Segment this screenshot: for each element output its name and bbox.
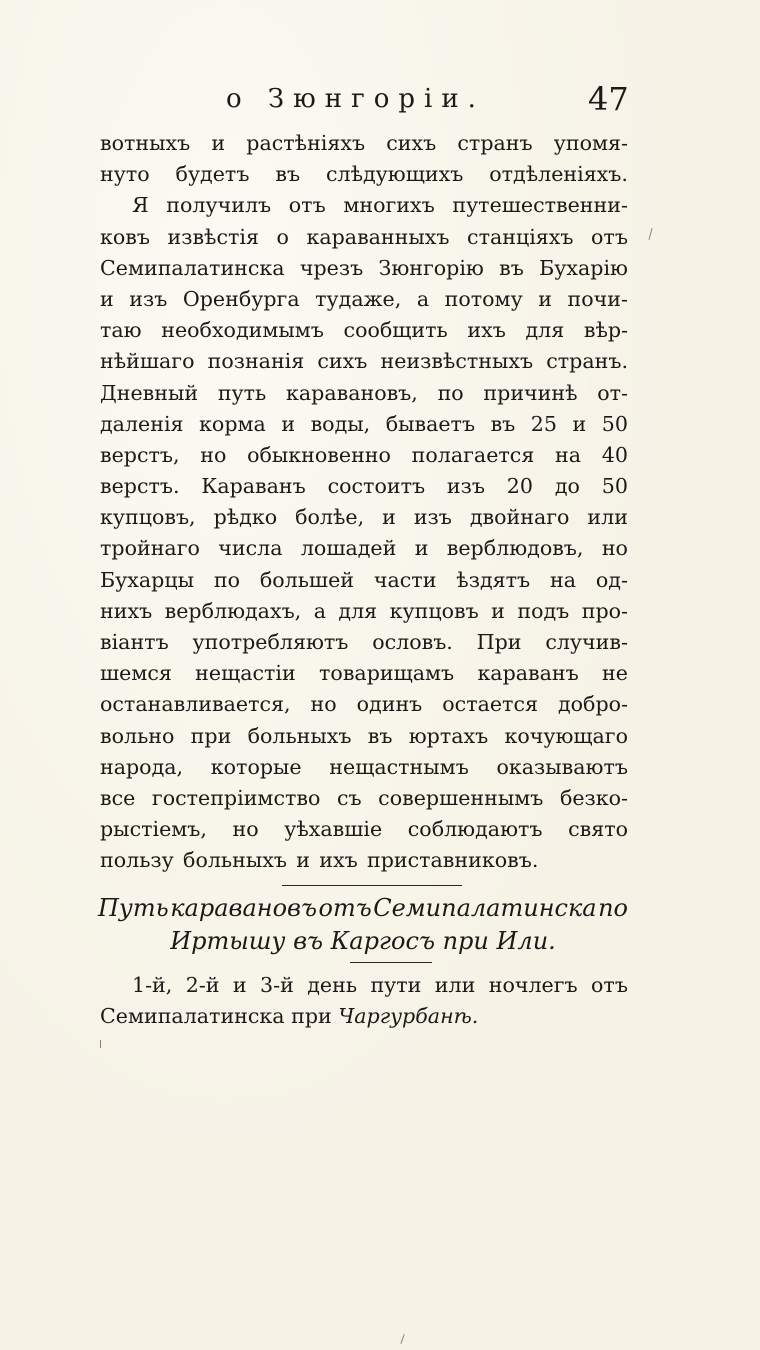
body-line: [100, 596, 628, 627]
word: рѣдко: [213, 505, 278, 530]
word: сихъ: [386, 131, 437, 155]
word: отдѣленіяхъ.: [489, 162, 628, 187]
word: и: [211, 131, 226, 155]
word: все: [100, 785, 136, 810]
body-line: [100, 315, 628, 346]
word: отъ: [318, 894, 372, 922]
word: Караванъ: [201, 474, 306, 499]
word: лошадей: [300, 536, 397, 561]
word: 50: [601, 411, 628, 436]
word: въ: [367, 723, 393, 748]
word: растѣніяхъ: [246, 131, 366, 155]
word: народа,: [100, 754, 184, 779]
word: болѣе,: [295, 505, 365, 530]
body-line: [100, 253, 628, 284]
body-line: [100, 565, 628, 596]
word: для: [338, 598, 378, 623]
word: 2-й: [185, 973, 220, 997]
body-line: [100, 190, 628, 221]
word: числа: [218, 536, 283, 561]
word: получилъ: [166, 193, 272, 218]
body-line: [100, 440, 628, 471]
word: нуто: [100, 162, 150, 187]
body-line: [100, 627, 628, 658]
word: Оренбурга: [182, 286, 300, 311]
word: купцовъ,: [100, 505, 196, 530]
word: приставниковъ.: [366, 848, 539, 873]
word: совершеннымъ: [378, 785, 544, 810]
word: купцовъ: [389, 598, 479, 623]
word: почи-: [567, 286, 628, 311]
word: по: [437, 380, 464, 405]
word: корма: [199, 411, 266, 436]
word: не: [602, 661, 628, 686]
body-line: [100, 378, 628, 409]
word: нѣйшаго: [100, 349, 195, 374]
word: чрезъ: [299, 255, 364, 280]
body-line: [100, 222, 628, 253]
word: познанія: [207, 349, 305, 374]
word: пути: [370, 973, 422, 997]
word: больныхъ: [183, 848, 287, 873]
word: которые: [210, 754, 302, 779]
word: и: [281, 411, 296, 436]
word: каравановъ: [170, 894, 317, 922]
itinerary-line-2-text: Семипалатинска при: [100, 1004, 339, 1029]
section-rule-top: [282, 885, 462, 886]
word: безко-: [559, 785, 628, 810]
word: и: [296, 848, 310, 873]
word: употребляютъ: [192, 630, 349, 654]
body-line: [100, 409, 628, 440]
word: и: [100, 286, 114, 311]
section-heading: [98, 892, 628, 958]
word: 25: [530, 411, 557, 436]
word: а: [416, 286, 430, 311]
word: ночлегъ: [488, 973, 578, 997]
word: караванныхъ: [306, 224, 450, 249]
word: даленія: [100, 411, 184, 436]
word: въ: [275, 162, 301, 187]
word: свято: [568, 817, 628, 842]
word: Я: [132, 193, 149, 218]
itinerary-line-1: [100, 970, 628, 1001]
word: соблюдаютъ: [407, 817, 543, 842]
word: о: [276, 224, 289, 249]
word: обыкновенно: [247, 442, 391, 467]
word: 40: [601, 442, 628, 467]
word: товарищамъ: [319, 661, 455, 686]
word: 50: [601, 474, 628, 499]
body-line: [100, 502, 628, 533]
word: отъ: [591, 973, 628, 997]
word: ихъ: [319, 848, 358, 873]
word: Семипалатинска: [100, 255, 285, 280]
word: больныхъ: [247, 723, 352, 748]
word: или: [587, 505, 628, 530]
word: неизвѣстныхъ: [380, 349, 534, 374]
word: вольно: [100, 723, 175, 748]
word: но: [232, 817, 259, 842]
word: многихъ: [343, 193, 435, 218]
word: день: [307, 973, 358, 997]
word: двойнаго: [469, 505, 570, 530]
word: изъ: [129, 286, 168, 311]
word: на: [550, 567, 577, 592]
word: рыстіемъ,: [100, 817, 207, 842]
word: таю: [100, 318, 142, 343]
word: сообщить: [343, 318, 448, 343]
word: нещастнымъ: [329, 754, 469, 779]
word: оказываютъ: [496, 754, 628, 779]
word: верстъ.: [100, 474, 180, 499]
body-line: [100, 128, 628, 159]
word: изъ: [413, 505, 452, 530]
body-line: [100, 689, 628, 720]
body-line: [100, 721, 628, 752]
word: части: [373, 567, 437, 592]
word: въ: [499, 255, 524, 280]
body-line: [100, 752, 628, 783]
word: отъ: [591, 224, 628, 249]
word: остается: [442, 692, 538, 717]
word: сихъ: [317, 349, 368, 374]
word: юртахъ: [408, 723, 489, 748]
word: нещастіи: [195, 661, 296, 686]
body-text: [100, 128, 628, 877]
word: воды,: [310, 411, 371, 436]
word: для: [525, 318, 565, 343]
word: 20: [506, 474, 534, 499]
word: необходимымъ: [161, 318, 324, 343]
word: состоитъ: [327, 474, 426, 499]
word: Семипалатинска: [373, 894, 597, 922]
word: добро-: [557, 692, 628, 717]
word: кочующаго: [504, 723, 628, 748]
word: и: [382, 505, 396, 530]
word: вѣр-: [583, 318, 628, 343]
word: пользу: [100, 848, 174, 873]
word: ѣздятъ: [456, 567, 531, 592]
section-rule-bottom: [350, 962, 432, 963]
word: странъ: [457, 131, 533, 155]
word: тудаже,: [315, 286, 402, 311]
word: віантъ: [100, 630, 169, 654]
running-head: о Зюнгоріи.: [226, 84, 485, 114]
word: но: [310, 692, 337, 717]
word: од-: [595, 567, 628, 592]
word: верстъ,: [100, 442, 180, 467]
word: но: [200, 442, 227, 467]
word: а: [313, 598, 326, 623]
word: изъ: [446, 474, 485, 499]
word: каравановъ,: [285, 380, 418, 405]
word: въ: [490, 411, 516, 436]
word: гостепріимство: [151, 785, 321, 810]
word: уѣхавшіе: [284, 817, 383, 842]
word: и: [491, 598, 505, 623]
body-line: [100, 346, 628, 377]
body-line: [100, 783, 628, 814]
word: будетъ: [175, 162, 250, 187]
word: Бухарію: [539, 255, 628, 280]
section-heading-line-1: [98, 892, 628, 925]
word: полагается: [411, 442, 535, 467]
body-line: [100, 814, 628, 845]
word: но: [601, 536, 628, 561]
word: шемся: [100, 661, 172, 686]
paper-speck: [100, 1040, 101, 1048]
paper-speck: [648, 228, 652, 240]
word: вотныхъ: [100, 131, 191, 155]
word: про-: [581, 598, 628, 623]
word: упомя-: [553, 131, 628, 155]
word: путешественни-: [452, 193, 628, 218]
word: от-: [597, 380, 628, 405]
word: верблюдовъ,: [446, 536, 584, 561]
word: Дневный: [100, 380, 199, 405]
word: и: [232, 973, 247, 997]
page-number: 47: [588, 80, 629, 118]
body-line: [100, 533, 628, 564]
word: слѣдующихъ: [325, 162, 464, 187]
word: извѣстія: [167, 224, 259, 249]
word: съ: [336, 785, 362, 810]
word: нихъ: [100, 598, 153, 623]
word: тройнаго: [100, 536, 200, 561]
word: станціяхъ: [467, 224, 574, 249]
word: ословъ.: [372, 630, 453, 654]
word: одинъ: [356, 692, 423, 717]
word: и: [414, 536, 429, 561]
word: и: [538, 286, 552, 311]
word: при: [190, 723, 232, 748]
word: потому: [444, 286, 523, 311]
word: на: [555, 442, 582, 467]
word: 3-й: [260, 973, 294, 997]
body-line: [100, 845, 628, 876]
word: ковъ: [100, 224, 150, 249]
body-line: [100, 471, 628, 502]
itinerary-entry: [100, 970, 628, 1032]
word: Путь: [98, 894, 169, 922]
word: верблюдахъ,: [164, 598, 302, 623]
word: странъ.: [546, 349, 628, 374]
body-line: [100, 284, 628, 315]
word: и: [572, 411, 587, 436]
body-line: [100, 658, 628, 689]
word: большей: [259, 567, 354, 592]
itinerary-line-2: [100, 1001, 628, 1032]
itinerary-place-name: Чаргурбанѣ.: [338, 1004, 479, 1029]
word: Зюнгорію: [378, 255, 484, 280]
paper-speck: [400, 1334, 404, 1344]
word: до: [554, 474, 580, 499]
word: по: [598, 894, 628, 922]
word: 1-й,: [132, 973, 173, 997]
word: причинѣ: [483, 380, 578, 405]
word: подъ: [517, 598, 570, 623]
word: или: [434, 973, 476, 997]
word: ихъ: [467, 318, 506, 343]
word: Бухарцы: [100, 567, 194, 592]
body-line: [100, 159, 628, 190]
section-heading-line-2: Иртышу въ Каргосъ при Или.: [170, 927, 556, 955]
word: отъ: [288, 193, 326, 218]
word: караванъ: [477, 661, 579, 686]
word: случив-: [545, 630, 628, 654]
word: бываетъ: [385, 411, 476, 436]
word: путь: [217, 380, 267, 405]
word: останавливается,: [100, 692, 291, 717]
word: При: [476, 630, 522, 654]
word: по: [213, 567, 240, 592]
